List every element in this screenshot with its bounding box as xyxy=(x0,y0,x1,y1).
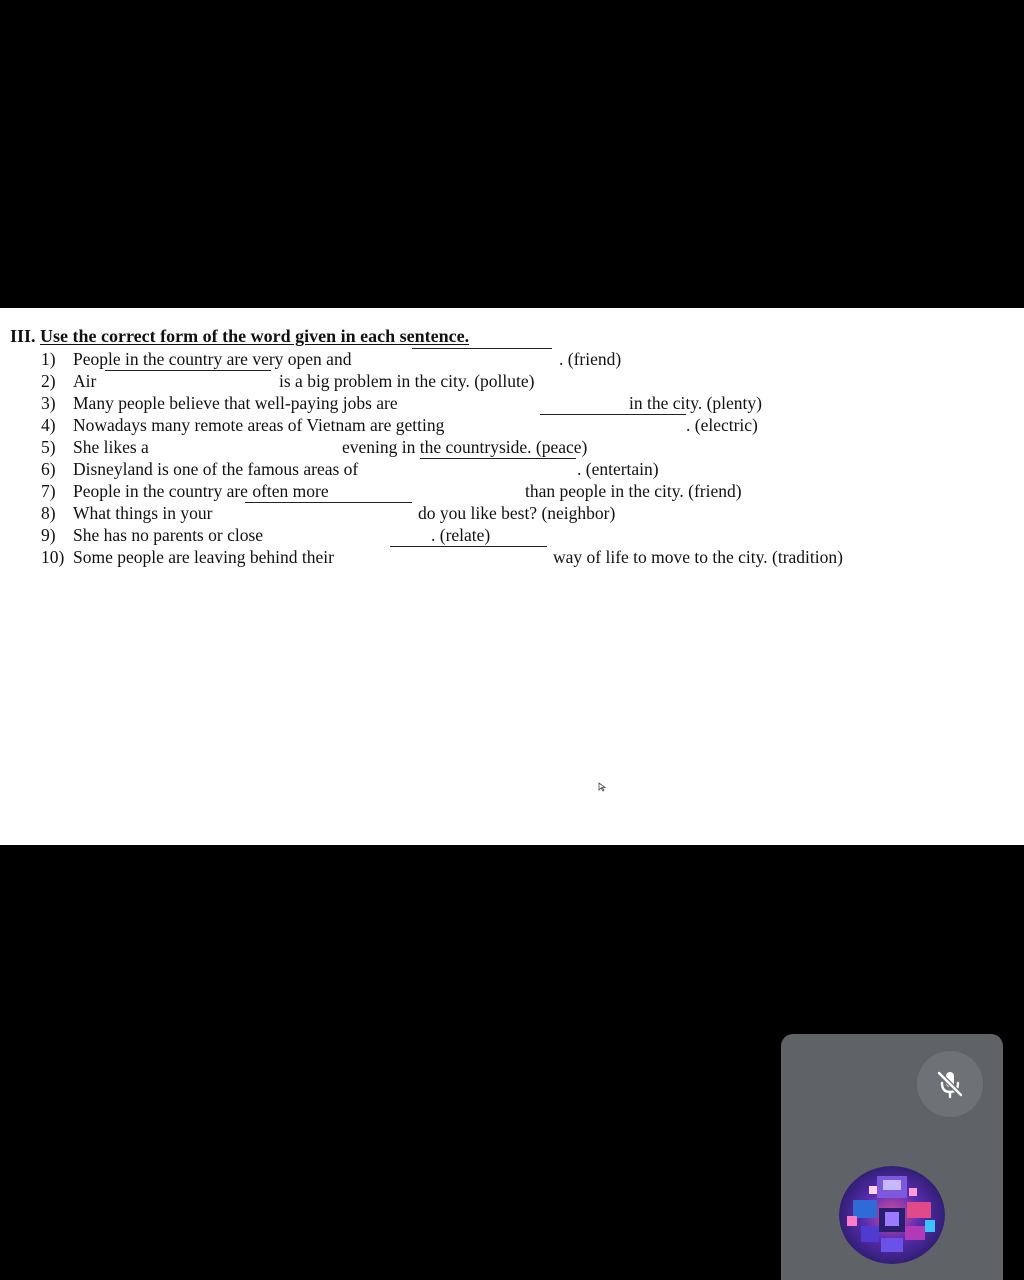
exercise-text-after: . (friend) xyxy=(559,349,622,369)
exercise-number: 1) xyxy=(41,349,56,369)
exercise-title: Use the correct form of the word given in each sentence. xyxy=(40,326,470,346)
exercise-number: 9) xyxy=(41,525,56,545)
exercise-text-before: Disneyland is one of the famous areas of xyxy=(73,459,359,479)
answer-blank xyxy=(420,458,576,459)
exercise-number: 4) xyxy=(41,415,56,435)
exercise-text-after: . (relate) xyxy=(431,525,491,545)
exercise-item xyxy=(0,370,1024,392)
mic-muted-icon xyxy=(933,1067,967,1101)
exercise-item xyxy=(0,502,1024,524)
answer-blank xyxy=(540,414,686,415)
exercise-number: 5) xyxy=(41,437,56,457)
exercise-text-before: Some people are leaving behind their xyxy=(73,547,334,567)
exercise-number: 7) xyxy=(41,481,56,501)
exercise-item xyxy=(0,458,1024,480)
exercise-text-before: Many people believe that well-paying jobs are xyxy=(73,393,398,413)
exercise-text-before: People in the country are very open and xyxy=(73,349,352,369)
exercise-text-before: Nowadays many remote areas of Vietnam are getting xyxy=(73,415,445,435)
mute-button[interactable] xyxy=(917,1051,983,1117)
exercise-heading xyxy=(10,326,469,347)
answer-blank xyxy=(412,348,552,349)
exercise-list xyxy=(0,348,1024,568)
exercise-number: 8) xyxy=(41,503,56,523)
exercise-item xyxy=(0,348,1024,370)
exercise-text-before: She has no parents or close xyxy=(73,525,264,545)
exercise-item xyxy=(0,436,1024,458)
exercise-text-before: What things in your xyxy=(73,503,213,523)
exercise-text-after: . (entertain) xyxy=(577,459,659,479)
exercise-text-after: evening in the countryside. (peace) xyxy=(342,437,588,457)
answer-blank xyxy=(105,370,271,371)
exercise-number: 6) xyxy=(41,459,56,479)
exercise-text-after: . (electric) xyxy=(686,415,758,435)
mouse-cursor-icon xyxy=(598,782,607,792)
exercise-text-after: than people in the city. (friend) xyxy=(525,481,742,501)
exercise-text-after: in the city. (plenty) xyxy=(629,393,762,413)
exercise-number: 3) xyxy=(41,393,56,413)
exercise-item xyxy=(0,524,1024,546)
exercise-item xyxy=(0,480,1024,502)
exercise-number: 2) xyxy=(41,371,56,391)
section-number: III. xyxy=(10,326,36,346)
answer-blank xyxy=(245,502,412,503)
exercise-text-before: People in the country are often more xyxy=(73,481,329,501)
exercise-text-after: is a big problem in the city. (pollute) xyxy=(279,371,535,391)
exercise-item xyxy=(0,392,1024,414)
exercise-text-before: She likes a xyxy=(73,437,149,457)
exercise-text-after: way of life to move to the city. (tradition) xyxy=(553,547,843,567)
participant-tile[interactable] xyxy=(781,1034,1003,1280)
exercise-item xyxy=(0,414,1024,436)
avatar[interactable] xyxy=(839,1166,945,1264)
exercise-number: 10) xyxy=(41,547,65,567)
exercise-item xyxy=(0,546,1024,568)
shared-screen xyxy=(0,308,1024,845)
exercise-text-before: Air xyxy=(73,371,97,391)
exercise-text-after: do you like best? (neighbor) xyxy=(418,503,616,523)
answer-blank xyxy=(390,546,547,547)
